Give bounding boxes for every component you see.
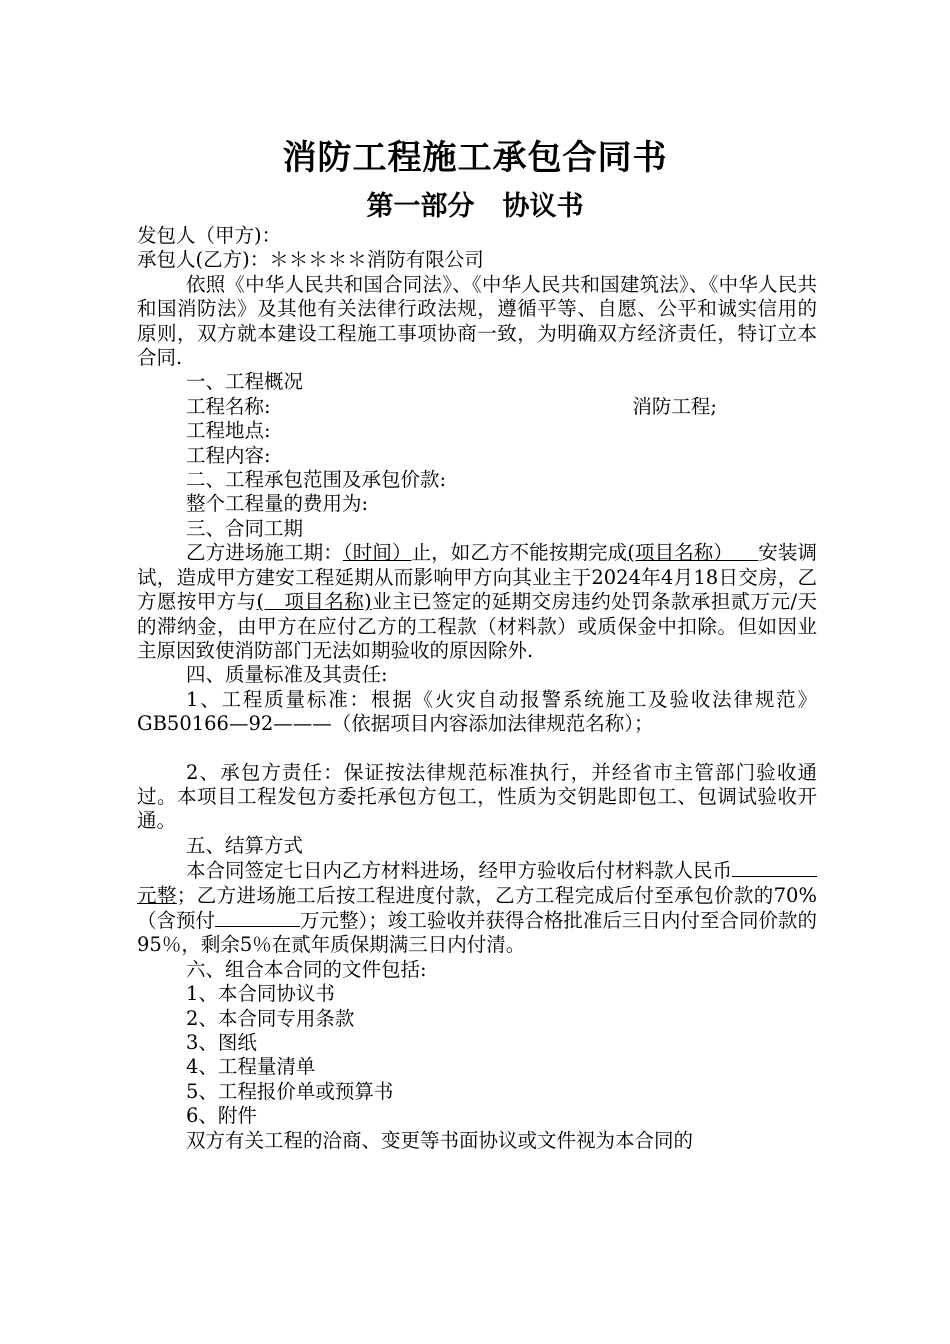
settlement-paragraph [137, 858, 817, 958]
section-3-heading: 三、合同工期 [186, 516, 304, 540]
s3-text-d: 业主已签定的延期交房违约处罚条款承担贰万元/天的滞纳金，由甲方在应付乙方的工程款（材料款）或质保金中扣除。但如因业主原因致使消防部门无法如期验收的原因除外. [137, 590, 817, 662]
document-item: 4、工程量清单 [186, 1055, 316, 1079]
document-item: 2、本合同专用条款 [186, 1006, 355, 1030]
section-5-heading: 五、结算方式 [186, 833, 304, 857]
s5-text-d: 万元整）；竣工验收并获得合格批准后三日内付至合同价款的95％，剩余5％在贰年质保期满三日内付清。 [137, 908, 817, 957]
preamble-paragraph: 依照《中华人民共和国合同法》、《中华人民共和国建筑法》、《中华人民共和国消防法》及其他有关法律行政法规，遵循平等、自愿、公平和诚实信用的原则，双方就本建设工程施工事项协商一致，为明确双方经济责任，特订立本合同. [137, 272, 817, 370]
project-name-label: 工程名称: [186, 394, 271, 418]
party-b-line: 承包人(乙方)：＊＊＊＊＊消防有限公司 [137, 248, 484, 272]
s3-text-b: 止，如乙方不能按期完成 [411, 541, 628, 565]
s5-text-c: ；乙方进场施工后按工程进度付款，乙方工程完成后付至承包价款的70%（含预付 [137, 883, 817, 932]
project-name-value: 消防工程; [632, 394, 717, 418]
section-2-heading: 二、工程承包范围及承包价款: [186, 468, 447, 492]
document-item: 1、本合同协议书 [186, 982, 335, 1006]
document-item: 3、图纸 [186, 1031, 257, 1054]
s3-text-a: 乙方进场施工期： [186, 541, 343, 565]
advance-blank [215, 908, 300, 927]
section-3-paragraph [137, 541, 817, 663]
project-name-blank: (项目名称） [627, 541, 734, 565]
project-location-line: 工程地点: [186, 419, 271, 443]
contract-body [137, 224, 817, 1153]
document-title: 消防工程施工承包合同书 [282, 138, 668, 178]
section-6-tail: 双方有关工程的洽商、变更等书面协议或文件视为本合同的 [186, 1128, 694, 1152]
document-subtitle [0, 184, 950, 223]
s5-text-a: 本合同签定七日内乙方材料进场，经甲方验收后付材料款人民币 [186, 859, 733, 883]
subtitle-part: 第一部分 [366, 191, 475, 222]
section-1-heading: 一、工程概况 [186, 370, 304, 394]
contractor-responsibility-paragraph: 2、承包方责任：保证按法律规范标准执行，并经省市主管部门验收通过。本项目工程发包方委托承包方包工，性质为交钥匙即包工、包调试验收开通。 [137, 760, 817, 833]
s3-text-c: 安装调试，造成甲方建安工程延期从而影响甲方向其业主于2024年4月18日交房，乙方愿按甲方与 [137, 541, 817, 614]
quality-standard-paragraph: 1、工程质量标准：根据《火灾自动报警系统施工及验收法律规范》GB50166—92———（依据项目内容添加法律规范名称）； [137, 687, 817, 736]
total-cost-line: 整个工程量的费用为: [186, 492, 369, 516]
project-name-line [137, 395, 817, 419]
section-6-heading: 六、组合本合同的文件包括: [186, 957, 427, 981]
document-item: 5、工程报价单或预算书 [186, 1079, 394, 1103]
section-4-heading: 四、质量标准及其责任: [186, 663, 388, 687]
project-name-blank-2: ( 项目名称) [256, 590, 372, 614]
project-content-line: 工程内容: [186, 443, 271, 467]
party-a-line: 发包人（甲方)： [137, 224, 282, 247]
amount-blank [732, 858, 817, 877]
document-item: 6、附件 [186, 1104, 257, 1128]
yuan-label: 元整 [137, 883, 177, 907]
project-name-blank-pad [733, 541, 758, 564]
subtitle-name: 协议书 [502, 191, 584, 222]
time-blank: （时间） [342, 541, 412, 565]
